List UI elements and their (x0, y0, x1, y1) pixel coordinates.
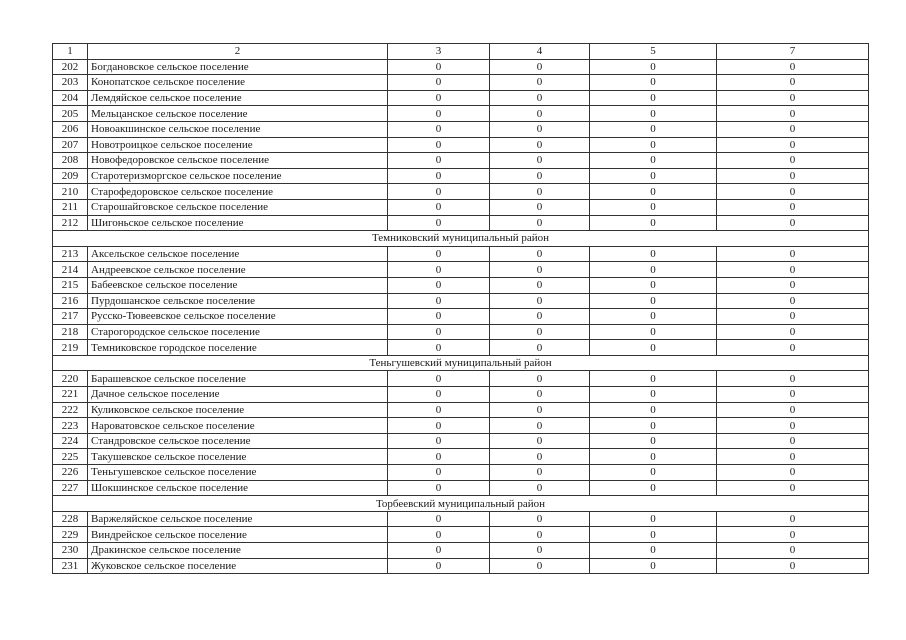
value-cell: 0 (717, 59, 869, 75)
value-cell: 0 (388, 262, 490, 278)
row-number: 204 (53, 90, 88, 106)
row-number: 225 (53, 449, 88, 465)
row-number: 217 (53, 309, 88, 325)
row-number: 207 (53, 137, 88, 153)
row-number: 211 (53, 199, 88, 215)
settlement-name: Виндрейское сельское поселение (88, 527, 388, 543)
table-row (53, 137, 869, 153)
settlement-name: Богдановское сельское поселение (88, 59, 388, 75)
value-cell: 0 (590, 184, 717, 200)
table-row (53, 402, 869, 418)
value-cell: 0 (490, 480, 590, 496)
value-cell: 0 (490, 121, 590, 137)
table-row (53, 59, 869, 75)
settlement-name: Такушевское сельское поселение (88, 449, 388, 465)
settlement-name: Стандровское сельское поселение (88, 433, 388, 449)
value-cell: 0 (717, 262, 869, 278)
row-number: 223 (53, 418, 88, 434)
value-cell: 0 (717, 402, 869, 418)
value-cell: 0 (717, 137, 869, 153)
value-cell: 0 (590, 106, 717, 122)
value-cell: 0 (590, 558, 717, 574)
row-number: 220 (53, 371, 88, 387)
value-cell: 0 (388, 121, 490, 137)
value-cell: 0 (590, 59, 717, 75)
value-cell: 0 (590, 293, 717, 309)
value-cell: 0 (490, 371, 590, 387)
value-cell: 0 (590, 449, 717, 465)
value-cell: 0 (490, 153, 590, 169)
table-row (53, 309, 869, 325)
row-number: 205 (53, 106, 88, 122)
district-section-row (53, 231, 869, 247)
table-row (53, 184, 869, 200)
settlement-name: Пурдошанское сельское поселение (88, 293, 388, 309)
value-cell: 0 (490, 106, 590, 122)
row-number: 216 (53, 293, 88, 309)
value-cell: 0 (717, 558, 869, 574)
row-number: 218 (53, 324, 88, 340)
value-cell: 0 (490, 402, 590, 418)
settlement-name: Дачное сельское поселение (88, 387, 388, 403)
table-row (53, 324, 869, 340)
table-row (53, 262, 869, 278)
value-cell: 0 (717, 121, 869, 137)
value-cell: 0 (590, 387, 717, 403)
value-cell: 0 (590, 480, 717, 496)
settlement-name: Мельцанское сельское поселение (88, 106, 388, 122)
value-cell: 0 (590, 246, 717, 262)
value-cell: 0 (490, 324, 590, 340)
value-cell: 0 (717, 277, 869, 293)
table-row (53, 543, 869, 559)
value-cell: 0 (490, 90, 590, 106)
row-number: 219 (53, 340, 88, 356)
value-cell: 0 (490, 433, 590, 449)
row-number: 209 (53, 168, 88, 184)
value-cell: 0 (490, 137, 590, 153)
value-cell: 0 (388, 246, 490, 262)
table-row (53, 387, 869, 403)
value-cell: 0 (717, 184, 869, 200)
settlement-name: Аксельское сельское поселение (88, 246, 388, 262)
value-cell: 0 (388, 449, 490, 465)
value-cell: 0 (490, 309, 590, 325)
value-cell: 0 (388, 511, 490, 527)
row-number: 214 (53, 262, 88, 278)
value-cell: 0 (388, 168, 490, 184)
value-cell: 0 (388, 433, 490, 449)
header-cell: 5 (590, 44, 717, 60)
value-cell: 0 (388, 59, 490, 75)
value-cell: 0 (717, 153, 869, 169)
value-cell: 0 (490, 184, 590, 200)
value-cell: 0 (717, 449, 869, 465)
value-cell: 0 (490, 293, 590, 309)
row-number: 224 (53, 433, 88, 449)
value-cell: 0 (590, 402, 717, 418)
value-cell: 0 (388, 137, 490, 153)
value-cell: 0 (388, 480, 490, 496)
row-number: 208 (53, 153, 88, 169)
value-cell: 0 (717, 90, 869, 106)
value-cell: 0 (717, 543, 869, 559)
header-cell: 4 (490, 44, 590, 60)
value-cell: 0 (490, 75, 590, 91)
table-row (53, 558, 869, 574)
settlement-name: Новотроицкое сельское поселение (88, 137, 388, 153)
table-row (53, 449, 869, 465)
settlement-name: Варжеляйское сельское поселение (88, 511, 388, 527)
settlement-name: Старотеризморгское сельское поселение (88, 168, 388, 184)
value-cell: 0 (388, 387, 490, 403)
value-cell: 0 (490, 511, 590, 527)
settlement-name: Старошайговское сельское поселение (88, 199, 388, 215)
value-cell: 0 (717, 387, 869, 403)
settlement-name: Шигоньское сельское поселение (88, 215, 388, 231)
row-number: 212 (53, 215, 88, 231)
settlement-name: Теньгушевское сельское поселение (88, 465, 388, 481)
value-cell: 0 (590, 121, 717, 137)
settlement-name: Новофедоровское сельское поселение (88, 153, 388, 169)
settlement-name: Дракинское сельское поселение (88, 543, 388, 559)
settlement-name: Жуковское сельское поселение (88, 558, 388, 574)
table-row (53, 371, 869, 387)
value-cell: 0 (717, 527, 869, 543)
settlement-name: Конопатское сельское поселение (88, 75, 388, 91)
value-cell: 0 (717, 480, 869, 496)
value-cell: 0 (490, 199, 590, 215)
value-cell: 0 (590, 199, 717, 215)
settlement-name: Темниковское городское поселение (88, 340, 388, 356)
row-number: 206 (53, 121, 88, 137)
value-cell: 0 (388, 75, 490, 91)
row-number: 231 (53, 558, 88, 574)
table-row (53, 480, 869, 496)
value-cell: 0 (590, 340, 717, 356)
row-number: 213 (53, 246, 88, 262)
table-row (53, 246, 869, 262)
table-row (53, 199, 869, 215)
value-cell: 0 (490, 543, 590, 559)
value-cell: 0 (717, 511, 869, 527)
settlement-name: Старофедоровское сельское поселение (88, 184, 388, 200)
header-cell: 3 (388, 44, 490, 60)
value-cell: 0 (717, 199, 869, 215)
value-cell: 0 (388, 90, 490, 106)
value-cell: 0 (590, 168, 717, 184)
value-cell: 0 (388, 277, 490, 293)
value-cell: 0 (490, 277, 590, 293)
row-number: 229 (53, 527, 88, 543)
value-cell: 0 (388, 153, 490, 169)
value-cell: 0 (388, 558, 490, 574)
value-cell: 0 (590, 511, 717, 527)
table-row (53, 433, 869, 449)
value-cell: 0 (490, 418, 590, 434)
row-number: 215 (53, 277, 88, 293)
value-cell: 0 (490, 246, 590, 262)
value-cell: 0 (717, 293, 869, 309)
table-row (53, 168, 869, 184)
value-cell: 0 (490, 168, 590, 184)
value-cell: 0 (490, 262, 590, 278)
value-cell: 0 (590, 215, 717, 231)
table-row (53, 527, 869, 543)
table-row (53, 340, 869, 356)
value-cell: 0 (717, 371, 869, 387)
settlement-name: Русско-Тювеевское сельское поселение (88, 309, 388, 325)
value-cell: 0 (388, 527, 490, 543)
value-cell: 0 (590, 543, 717, 559)
value-cell: 0 (717, 465, 869, 481)
table-row (53, 418, 869, 434)
table-row (53, 293, 869, 309)
value-cell: 0 (388, 340, 490, 356)
value-cell: 0 (490, 465, 590, 481)
table-row (53, 106, 869, 122)
row-number: 230 (53, 543, 88, 559)
value-cell: 0 (590, 90, 717, 106)
settlement-name: Андреевское сельское поселение (88, 262, 388, 278)
value-cell: 0 (388, 106, 490, 122)
value-cell: 0 (388, 215, 490, 231)
settlement-name: Лемдяйское сельское поселение (88, 90, 388, 106)
row-number: 210 (53, 184, 88, 200)
table-row (53, 277, 869, 293)
header-cell: 2 (88, 44, 388, 60)
table-row (53, 121, 869, 137)
table-row (53, 90, 869, 106)
settlement-name: Нароватовское сельское поселение (88, 418, 388, 434)
value-cell: 0 (388, 418, 490, 434)
district-title: Теньгушевский муниципальный район (53, 355, 869, 371)
table-row (53, 75, 869, 91)
value-cell: 0 (490, 387, 590, 403)
row-number: 227 (53, 480, 88, 496)
value-cell: 0 (590, 324, 717, 340)
row-number: 221 (53, 387, 88, 403)
value-cell: 0 (717, 106, 869, 122)
settlement-name: Новоакшинское сельское поселение (88, 121, 388, 137)
value-cell: 0 (388, 199, 490, 215)
row-number: 228 (53, 511, 88, 527)
value-cell: 0 (590, 465, 717, 481)
settlement-name: Барашевское сельское поселение (88, 371, 388, 387)
value-cell: 0 (388, 402, 490, 418)
header-cell: 7 (717, 44, 869, 60)
value-cell: 0 (388, 543, 490, 559)
value-cell: 0 (388, 465, 490, 481)
value-cell: 0 (388, 324, 490, 340)
value-cell: 0 (590, 75, 717, 91)
value-cell: 0 (388, 309, 490, 325)
value-cell: 0 (590, 277, 717, 293)
table-row (53, 153, 869, 169)
value-cell: 0 (388, 293, 490, 309)
value-cell: 0 (590, 371, 717, 387)
value-cell: 0 (490, 59, 590, 75)
value-cell: 0 (590, 527, 717, 543)
value-cell: 0 (717, 75, 869, 91)
value-cell: 0 (590, 153, 717, 169)
header-cell: 1 (53, 44, 88, 60)
value-cell: 0 (717, 433, 869, 449)
value-cell: 0 (717, 324, 869, 340)
value-cell: 0 (590, 262, 717, 278)
value-cell: 0 (590, 418, 717, 434)
row-number: 202 (53, 59, 88, 75)
district-section-row (53, 496, 869, 512)
value-cell: 0 (717, 215, 869, 231)
district-title: Темниковский муниципальный район (53, 231, 869, 247)
settlement-name: Бабеевское сельское поселение (88, 277, 388, 293)
district-title: Торбеевский муниципальный район (53, 496, 869, 512)
district-section-row (53, 355, 869, 371)
value-cell: 0 (717, 168, 869, 184)
table-row (53, 465, 869, 481)
table-header-row (53, 44, 869, 60)
value-cell: 0 (490, 449, 590, 465)
value-cell: 0 (490, 527, 590, 543)
value-cell: 0 (717, 418, 869, 434)
settlement-name: Шокшинское сельское поселение (88, 480, 388, 496)
settlement-name: Старогородское сельское поселение (88, 324, 388, 340)
value-cell: 0 (490, 340, 590, 356)
value-cell: 0 (388, 184, 490, 200)
value-cell: 0 (590, 309, 717, 325)
value-cell: 0 (590, 433, 717, 449)
table-row (53, 215, 869, 231)
row-number: 203 (53, 75, 88, 91)
table-row (53, 511, 869, 527)
value-cell: 0 (590, 137, 717, 153)
value-cell: 0 (388, 371, 490, 387)
value-cell: 0 (490, 215, 590, 231)
value-cell: 0 (717, 309, 869, 325)
document-page (52, 43, 868, 574)
value-cell: 0 (490, 558, 590, 574)
row-number: 226 (53, 465, 88, 481)
settlement-name: Куликовское сельское поселение (88, 402, 388, 418)
value-cell: 0 (717, 340, 869, 356)
row-number: 222 (53, 402, 88, 418)
value-cell: 0 (717, 246, 869, 262)
data-table (52, 43, 869, 574)
